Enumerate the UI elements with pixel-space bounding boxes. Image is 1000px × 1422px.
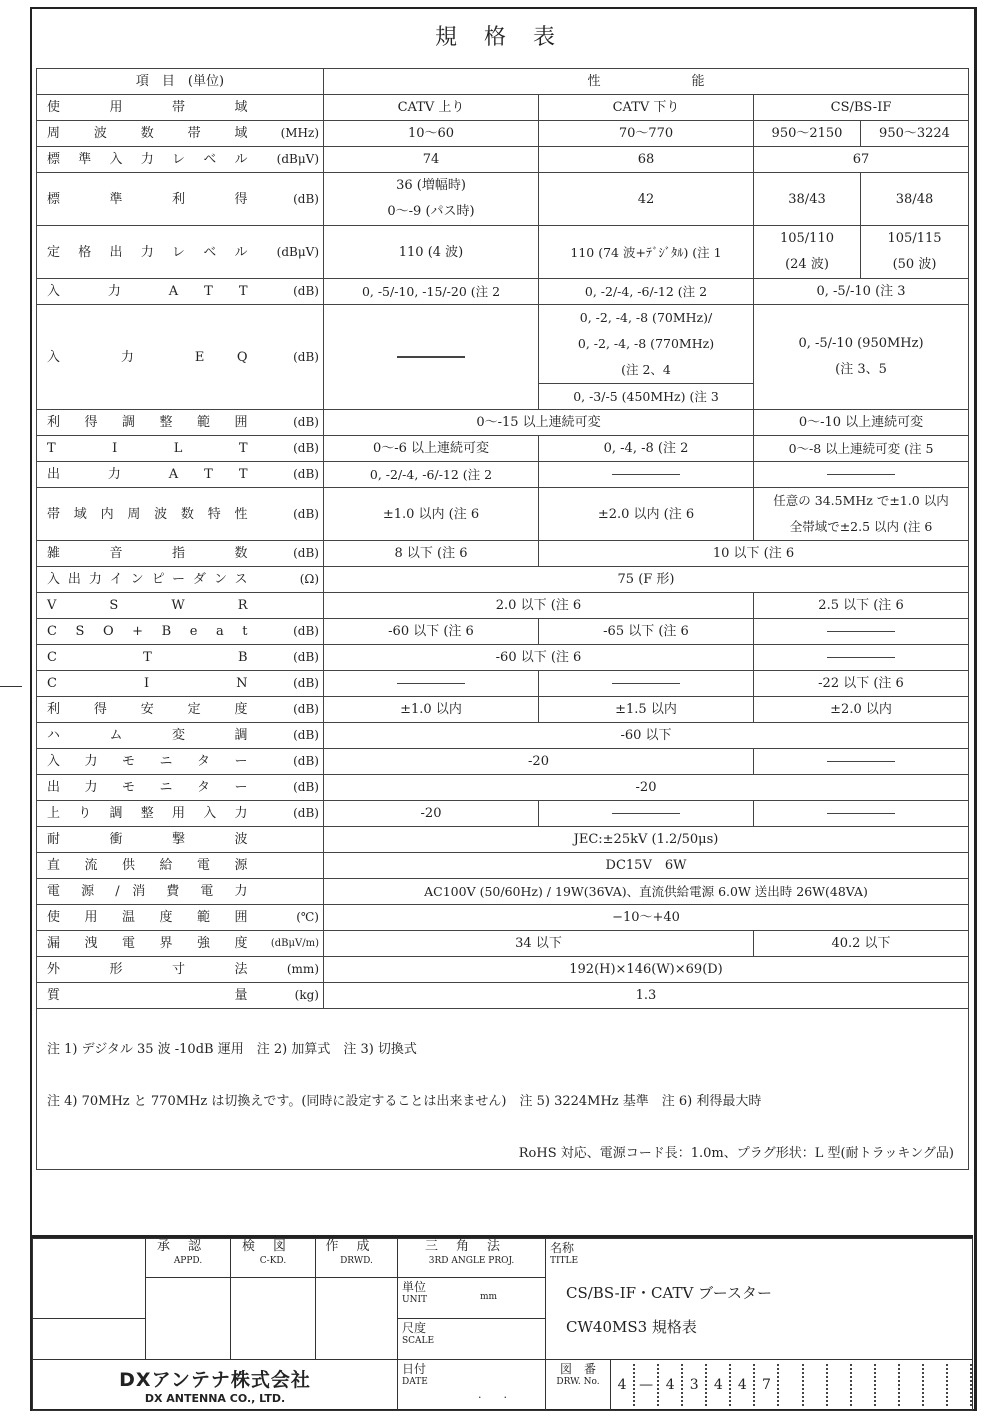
dash-line bbox=[612, 474, 680, 476]
table-row bbox=[37, 697, 969, 723]
date-box: 日付 DATE . . bbox=[398, 1360, 546, 1411]
unit-box: 単位 UNIT mm bbox=[398, 1278, 546, 1319]
cell: 74 bbox=[324, 147, 539, 173]
cell: 38/43 bbox=[754, 173, 861, 226]
drawing-number-digit: 7 bbox=[755, 1364, 779, 1406]
row-unit: (dB) bbox=[256, 749, 324, 775]
checked-header: 検図 C-KD. bbox=[231, 1239, 316, 1278]
table-row bbox=[37, 147, 969, 173]
table-header-row bbox=[37, 69, 969, 95]
row-unit bbox=[256, 879, 324, 905]
cell: ±2.0 以内 bbox=[754, 697, 969, 723]
cell: 105/115 (50 波) bbox=[861, 226, 969, 279]
cell: 68 bbox=[539, 147, 754, 173]
cell: CATV 下り bbox=[539, 95, 754, 121]
cell: 110 (74 波+ﾃﾞｼﾞﾀﾙ) (注 1 bbox=[539, 226, 754, 279]
cell: -22 以下 (注 6 bbox=[754, 671, 969, 697]
cell: -60 以下 (注 6 bbox=[324, 645, 754, 671]
table-row bbox=[37, 827, 969, 853]
row-unit: (dB) bbox=[256, 462, 324, 488]
cell: 34 以下 bbox=[324, 931, 754, 957]
row-unit: (dB) bbox=[256, 671, 324, 697]
cell: 任意の 34.5MHz で±1.0 以内 全帯域で±2.5 以内 (注 6 bbox=[754, 488, 969, 541]
table-row bbox=[37, 905, 969, 931]
cell bbox=[754, 801, 969, 827]
cell bbox=[539, 801, 754, 827]
cell: 192(H)×146(W)×69(D) bbox=[324, 957, 969, 983]
cell: ±1.0 以内 (注 6 bbox=[324, 488, 539, 541]
cell: 38/48 bbox=[861, 173, 969, 226]
title-label: TITLE bbox=[550, 1256, 579, 1266]
row-unit: (MHz) bbox=[256, 121, 324, 147]
drawing-number-digit: 4 bbox=[611, 1364, 635, 1406]
table-row bbox=[37, 671, 969, 697]
dash-line bbox=[827, 631, 895, 633]
cell: 0, -5/-10, -15/-20 (注 2 bbox=[324, 279, 539, 305]
cell bbox=[754, 749, 969, 775]
cell: ±1.5 以内 bbox=[539, 697, 754, 723]
row-label: 漏 洩 電 界 強 度 bbox=[37, 931, 256, 957]
approved-signature bbox=[146, 1278, 231, 1360]
table-row bbox=[37, 305, 969, 384]
row-unit: (dB) bbox=[256, 645, 324, 671]
cell bbox=[754, 619, 969, 645]
table-row bbox=[37, 410, 969, 436]
row-unit: (dB) bbox=[256, 775, 324, 801]
table-row bbox=[37, 983, 969, 1009]
drawn-header: 作成 DRWD. bbox=[316, 1239, 398, 1278]
scale-box: 尺度 SCALE bbox=[398, 1319, 546, 1360]
drawing-number-digit bbox=[828, 1364, 852, 1406]
dash-line bbox=[827, 657, 895, 659]
cell: 950〜3224 bbox=[861, 121, 969, 147]
row-unit: (dBμV) bbox=[256, 147, 324, 173]
drawn-signature bbox=[316, 1278, 398, 1360]
cell: -60 以下 bbox=[324, 723, 969, 749]
row-label: 耐 衝 撃 波 bbox=[37, 827, 256, 853]
cell: 0〜-8 以上連続可変 (注 5 bbox=[754, 436, 969, 462]
cell: 105/110 (24 波) bbox=[754, 226, 861, 279]
cell: CATV 上り bbox=[324, 95, 539, 121]
cell: 36 (増幅時) 0〜-9 (パス時) bbox=[324, 173, 539, 226]
notes-row bbox=[37, 1009, 969, 1170]
row-label: 入出力インピーダンス bbox=[37, 567, 256, 593]
dash-line bbox=[612, 813, 680, 815]
title-block bbox=[32, 1235, 973, 1411]
cell: 42 bbox=[539, 173, 754, 226]
cell: -65 以下 (注 6 bbox=[539, 619, 754, 645]
drawing-number-digit: 4 bbox=[659, 1364, 683, 1406]
cell: 0, -5/-10 (注 3 bbox=[754, 279, 969, 305]
table-row bbox=[37, 173, 969, 226]
cell: 0, -5/-10 (950MHz) (注 3、5 bbox=[754, 305, 969, 410]
row-unit: (dB) bbox=[256, 173, 324, 226]
table-row bbox=[37, 226, 969, 279]
cell bbox=[539, 671, 754, 697]
row-unit: (kg) bbox=[256, 983, 324, 1009]
row-label: 利 得 安 定 度 bbox=[37, 697, 256, 723]
cell: 2.5 以下 (注 6 bbox=[754, 593, 969, 619]
cell: 110 (4 波) bbox=[324, 226, 539, 279]
cell bbox=[324, 305, 539, 410]
cell: 10 以下 (注 6 bbox=[539, 541, 969, 567]
drawing-number bbox=[611, 1360, 973, 1411]
row-label: 出 力 A T T bbox=[37, 462, 256, 488]
product-name: CS/BS-IF・CATV ブースター bbox=[566, 1284, 772, 1302]
table-row bbox=[37, 931, 969, 957]
dash-line bbox=[397, 356, 465, 358]
drawing-number-digit bbox=[900, 1364, 924, 1406]
cell: 0, -2/-4, -6/-12 (注 2 bbox=[324, 462, 539, 488]
row-label: 出 力 モ ニ タ ー bbox=[37, 775, 256, 801]
row-unit: (℃) bbox=[256, 905, 324, 931]
cell: 8 以下 (注 6 bbox=[324, 541, 539, 567]
row-label: ハ ム 変 調 bbox=[37, 723, 256, 749]
cell: CS/BS-IF bbox=[754, 95, 969, 121]
cell: 75 (F 形) bbox=[324, 567, 969, 593]
row-unit: (dB) bbox=[256, 410, 324, 436]
drawing-number-digit bbox=[948, 1364, 972, 1406]
row-label: 定格出力レベル bbox=[37, 226, 256, 279]
product-name-box bbox=[546, 1239, 973, 1360]
drawing-number-digit: — bbox=[635, 1364, 659, 1406]
header-performance: 性 能 bbox=[324, 69, 969, 95]
cell: DC15V 6W bbox=[324, 853, 969, 879]
row-label: 外 形 寸 法 bbox=[37, 957, 256, 983]
drawing-number-digit: 4 bbox=[731, 1364, 755, 1406]
table-row bbox=[37, 723, 969, 749]
approved-header: 承認 APPD. bbox=[146, 1239, 231, 1278]
rohs-note: RoHS 対応、電源コード長：1.0m、プラグ形状：L 型(耐トラッキング品) bbox=[518, 1146, 955, 1161]
row-unit: (dB) bbox=[256, 541, 324, 567]
dash-line bbox=[827, 474, 895, 476]
row-unit: (dB) bbox=[256, 619, 324, 645]
row-label: 使 用 温 度 範 囲 bbox=[37, 905, 256, 931]
company-logo: DXアンテナ株式会社 DX ANTENNA CO., LTD. bbox=[33, 1360, 398, 1411]
cell: 0〜-10 以上連続可変 bbox=[754, 410, 969, 436]
row-label: 質 量 bbox=[37, 983, 256, 1009]
row-label: 入 力 A T T bbox=[37, 279, 256, 305]
cell bbox=[754, 645, 969, 671]
row-label: V S W R bbox=[37, 593, 256, 619]
cell: 0, -4, -8 (注 2 bbox=[539, 436, 754, 462]
table-row bbox=[37, 749, 969, 775]
dash-line bbox=[612, 683, 680, 685]
cell: ±1.0 以内 bbox=[324, 697, 539, 723]
cell bbox=[754, 462, 969, 488]
table-row bbox=[37, 645, 969, 671]
projection-header: 三角法 3RD ANGLE PROJ. bbox=[398, 1239, 546, 1278]
table-row bbox=[37, 462, 969, 488]
cell: -20 bbox=[324, 749, 754, 775]
cell: 2.0 以下 (注 6 bbox=[324, 593, 754, 619]
cell: -20 bbox=[324, 775, 969, 801]
cell: -20 bbox=[324, 801, 539, 827]
row-unit: (dB) bbox=[256, 436, 324, 462]
table-row bbox=[37, 775, 969, 801]
table-row bbox=[37, 279, 969, 305]
row-label: 標 準 利 得 bbox=[37, 173, 256, 226]
title-block-blank bbox=[33, 1239, 146, 1319]
cell: AC100V (50/60Hz) / 19W(36VA)、直流供給電源 6.0W 送出時 26W(48VA) bbox=[324, 879, 969, 905]
row-label: 標準入力レベル bbox=[37, 147, 256, 173]
cell: ±2.0 以内 (注 6 bbox=[539, 488, 754, 541]
table-row bbox=[37, 488, 969, 541]
cell: 0〜-15 以上連続可変 bbox=[324, 410, 754, 436]
notes bbox=[37, 1009, 969, 1170]
table-row bbox=[37, 541, 969, 567]
drawing-number-digit bbox=[804, 1364, 828, 1406]
row-label: 電 源 / 消 費 電 力 bbox=[37, 879, 256, 905]
cell: 10〜60 bbox=[324, 121, 539, 147]
row-label: C I N bbox=[37, 671, 256, 697]
row-label: 上り調整用入力 bbox=[37, 801, 256, 827]
row-label: 雑 音 指 数 bbox=[37, 541, 256, 567]
drawing-number-digit bbox=[876, 1364, 900, 1406]
cell: 40.2 以下 bbox=[754, 931, 969, 957]
row-label: T I L T bbox=[37, 436, 256, 462]
table-row bbox=[37, 853, 969, 879]
dash-line bbox=[827, 761, 895, 763]
spec-table bbox=[36, 68, 969, 1170]
table-row bbox=[37, 567, 969, 593]
cell: 0, -3/-5 (450MHz) (注 3 bbox=[539, 384, 754, 410]
checked-signature bbox=[231, 1278, 316, 1360]
name-label: 名称 bbox=[550, 1241, 575, 1255]
cell: 950〜2150 bbox=[754, 121, 861, 147]
drawing-number-digit: 3 bbox=[683, 1364, 707, 1406]
row-label: 帯域内周波数特性 bbox=[37, 488, 256, 541]
table-row bbox=[37, 436, 969, 462]
cell: 0, -2, -4, -8 (70MHz)/ 0, -2, -4, -8 (770MHz) (注 2、4 bbox=[539, 305, 754, 384]
notes-line-2: 注 4) 70MHz と 770MHz は切換えです。(同時に設定することは出来ません) 注 5) 3224MHz 基準 注 6) 利得最大時 bbox=[47, 1094, 762, 1109]
row-unit: (dB) bbox=[256, 697, 324, 723]
row-label: 利 得 調 整 範 囲 bbox=[37, 410, 256, 436]
cell: −10〜+40 bbox=[324, 905, 969, 931]
notes-line-1: 注 1) デジタル 35 波 -10dB 運用 注 2) 加算式 注 3) 切換式 bbox=[47, 1042, 417, 1057]
title-block-blank bbox=[33, 1319, 146, 1360]
row-label: 周 波 数 帯 域 bbox=[37, 121, 256, 147]
drawing-number-digit: 4 bbox=[707, 1364, 731, 1406]
table-row bbox=[37, 619, 969, 645]
row-label: C S O + B e a t bbox=[37, 619, 256, 645]
row-unit: (Ω) bbox=[256, 567, 324, 593]
cell: -60 以下 (注 6 bbox=[324, 619, 539, 645]
row-unit bbox=[256, 593, 324, 619]
row-unit: (dB) bbox=[256, 488, 324, 541]
drawing-number-digit bbox=[924, 1364, 948, 1406]
row-unit: (dB) bbox=[256, 279, 324, 305]
table-row bbox=[37, 121, 969, 147]
margin-mark bbox=[0, 686, 22, 687]
drawing-number-digit bbox=[852, 1364, 876, 1406]
row-unit: (mm) bbox=[256, 957, 324, 983]
row-unit bbox=[256, 853, 324, 879]
header-item: 項 目 (単位) bbox=[37, 69, 324, 95]
row-label: 使 用 帯 域 bbox=[37, 95, 256, 121]
row-label: 入 力 E Q bbox=[37, 305, 256, 410]
row-label: 直 流 供 給 電 源 bbox=[37, 853, 256, 879]
row-unit: (dBμV/m) bbox=[256, 931, 324, 957]
drawing-no-label: 図 番 DRW. No. bbox=[546, 1360, 611, 1411]
dash-line bbox=[827, 813, 895, 815]
document-name: CW40MS3 規格表 bbox=[566, 1318, 697, 1336]
row-label: 入 力 モ ニ タ ー bbox=[37, 749, 256, 775]
table-row bbox=[37, 593, 969, 619]
dash-line bbox=[397, 683, 465, 685]
table-row bbox=[37, 879, 969, 905]
cell: 67 bbox=[754, 147, 969, 173]
cell: 1.3 bbox=[324, 983, 969, 1009]
cell: 70〜770 bbox=[539, 121, 754, 147]
row-unit: (dBμV) bbox=[256, 226, 324, 279]
cell: 0, -2/-4, -6/-12 (注 2 bbox=[539, 279, 754, 305]
row-label: C T B bbox=[37, 645, 256, 671]
row-unit bbox=[256, 95, 324, 121]
cell: JEC:±25kV (1.2/50μs) bbox=[324, 827, 969, 853]
row-unit: (dB) bbox=[256, 801, 324, 827]
document-title: 規 格 表 bbox=[435, 25, 565, 50]
table-row bbox=[37, 801, 969, 827]
unit-value: mm bbox=[480, 1292, 498, 1302]
cell bbox=[539, 462, 754, 488]
drawing-number-digit bbox=[779, 1364, 803, 1406]
table-row bbox=[37, 957, 969, 983]
row-unit: (dB) bbox=[256, 723, 324, 749]
row-unit bbox=[256, 827, 324, 853]
row-unit: (dB) bbox=[256, 305, 324, 410]
cell: 0〜-6 以上連続可変 bbox=[324, 436, 539, 462]
cell bbox=[324, 671, 539, 697]
table-row bbox=[37, 95, 969, 121]
date-value: . . bbox=[478, 1388, 507, 1401]
